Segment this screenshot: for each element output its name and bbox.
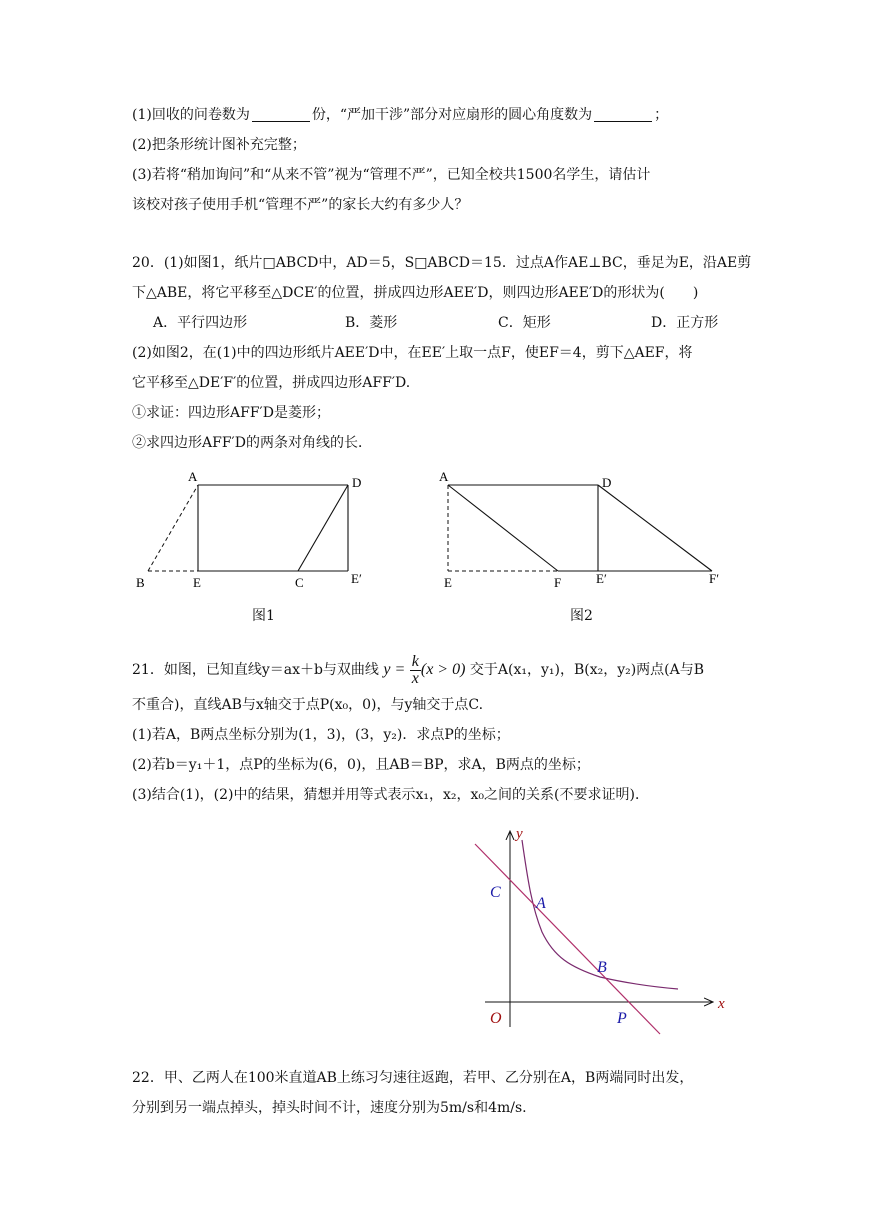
- q20-line1: 20．(1)如图1，纸片□ABCD中，AD＝5，S□ABCD＝15．过点A作AE⊥BC，垂足为E，沿AE剪: [132, 255, 752, 271]
- fig2-label-f: F: [554, 575, 562, 590]
- answer-blank: [252, 107, 310, 122]
- figure-1: [130, 465, 380, 600]
- graph-label-y: y: [516, 826, 523, 842]
- graph-label-c: C: [490, 884, 501, 901]
- fig2-label-e-prime: E′: [596, 571, 607, 586]
- q20-option-d: D．正方形: [651, 315, 719, 331]
- q19-part1-text-b: 份，“严加干涉”部分对应扇形的圆心角度数为: [311, 107, 593, 123]
- fig1-label-a: A: [188, 469, 198, 484]
- q21-line4: (2)若b＝y₁＋1，点P的坐标为(6，0)，且AB＝BP，求A，B两点的坐标；: [132, 757, 590, 773]
- fig2-label-a: A: [439, 469, 449, 484]
- q20-line5: ①求证：四边形AFF′D是菱形；: [132, 405, 330, 421]
- q20-line2: 下△ABE，将它平移至△DCE′的位置，拼成四边形AEE′D，则四边形AEE′D的形状为( ): [132, 285, 699, 301]
- q22-line2: 分别到另一端点掉头，掉头时间不计，速度分别为5m/s和4m/s.: [132, 1100, 527, 1116]
- q19-part1-text-a: (1)回收的问卷数为: [132, 107, 250, 123]
- graph-label-p: P: [617, 1010, 627, 1027]
- q19-part3-line1: (3)若将“稍加询问”和“从来不管”视为“管理不严”，已知全校共1500名学生，请估计: [132, 167, 651, 183]
- q21-eq-denominator: x: [411, 669, 419, 687]
- q19-part3-line2: 该校对孩子使用手机“管理不严”的家长大约有多少人？: [132, 197, 469, 213]
- fig2-label-d: D: [602, 475, 612, 490]
- fig1-caption: 图1: [252, 608, 275, 624]
- answer-blank: [594, 107, 652, 122]
- q21-line3: (1)若A，B两点坐标分别为(1，3)，(3，y₂)．求点P的坐标；: [132, 727, 510, 743]
- fig1-label-c: C: [295, 575, 304, 590]
- fig1-label-b: B: [136, 575, 145, 590]
- q22-line1: 22．甲、乙两人在100米直道AB上练习匀速往返跑，若甲、乙分别在A，B两端同时出发，: [132, 1070, 694, 1086]
- q19-part2: (2)把条形统计图补充完整；: [132, 137, 306, 153]
- q21-line2: 不重合)，直线AB与x轴交于点P(x₀，0)，与y轴交于点C.: [132, 697, 484, 713]
- fig1-label-e: E: [193, 575, 201, 590]
- q20-line4: 它平移至△DE′F′的位置，拼成四边形AFF′D.: [132, 375, 411, 391]
- fig1-label-d: D: [352, 475, 362, 490]
- figure-2: [430, 465, 740, 600]
- graph-label-a: A: [536, 895, 546, 912]
- graph-label-o: O: [490, 1010, 502, 1027]
- q20-option-b: B．菱形: [345, 315, 398, 331]
- q20-option-a: A．平行四边形: [153, 315, 248, 331]
- q20-line6: ②求四边形AFF′D的两条对角线的长．: [132, 435, 372, 451]
- q21-eq-condition: (x > 0): [420, 661, 466, 678]
- graph-label-x: x: [718, 996, 725, 1012]
- fig2-caption: 图2: [570, 608, 593, 624]
- q20-line3: (2)如图2，在(1)中的四边形纸片AEE′D中，在EE′上取一点F，使EF＝4，剪下△AEF，将: [132, 345, 693, 361]
- q21-eq-numerator: k: [411, 652, 419, 670]
- fig2-label-e: E: [444, 575, 452, 590]
- q20-option-c: C．矩形: [498, 315, 551, 331]
- fig2-label-f-prime: F′: [709, 571, 720, 586]
- q19-part1-text-c: ；: [654, 107, 669, 123]
- q19-part1: [132, 105, 668, 125]
- q21-line1-text-a: 21．如图，已知直线y＝ax＋b与双曲线: [132, 662, 379, 678]
- fig1-label-e-prime: E′: [351, 571, 362, 586]
- q21-graph: [470, 822, 750, 1037]
- graph-label-b: B: [597, 959, 607, 976]
- q21-eq-lhs: y =: [383, 661, 406, 678]
- q21-line1-text-b: 交于A(x₁，y₁)，B(x₂，y₂)两点(A与B: [469, 662, 705, 678]
- q21-line5: (3)结合(1)，(2)中的结果，猜想并用等式表示x₁，x₂，x₀之间的关系(不要求证明)．: [132, 787, 649, 803]
- q21-fraction: [410, 654, 421, 687]
- q21-line1: [132, 650, 704, 690]
